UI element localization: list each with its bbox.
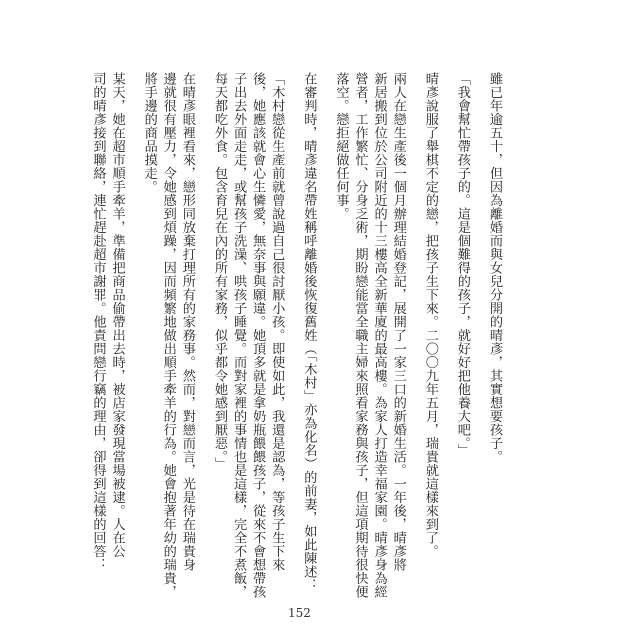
text-line: 某天，她在超市順手牽羊，準備把商品偷帶出去時，被店家發現當場被逮。人在公 xyxy=(109,72,125,558)
text-line: 新居搬到位於公司附近的十三樓高全新華廈的最高樓。為家人打造幸福家園。晴彥身為經 xyxy=(371,72,387,599)
page-number: 152 xyxy=(288,606,311,620)
text-line: 晴彥說服了舉棋不定的戀，把孩子生下來。二〇〇九年五月，瑞貴就這樣來到了。 xyxy=(422,72,438,558)
body-text xyxy=(88,72,504,602)
text-line: 在晴彥眼裡看來，戀形同放棄打理所有的家務事。然而，對戀而言，光是待在瑞貴身 xyxy=(179,72,195,572)
text-line: 邊就很有壓力，令她感到煩躁，因而頻繁地做出順手牽羊的行為。她會抱著年幼的瑞貴， xyxy=(160,72,176,599)
text-line: 在審判時，晴彥違名帶姓稱呼離婚後恢復舊姓（「木村」亦為化名）的前妻，如此陳述： xyxy=(301,72,317,592)
text-line: 每天都吃外食。包含育兒在內的所有家務，似乎都令她感到厭惡。」 xyxy=(211,72,227,471)
text-line: 後，她應該就會心生憐愛，無奈事與願違。她頂多就是拿奶瓶餵餵孩子，從來不會想帶孩 xyxy=(250,72,266,599)
text-line: 營者，工作繁忙、分身乏術，期盼戀能當全職主婦來照看家務與孩子，但這項期待很快便 xyxy=(352,72,368,599)
text-line: 「我會幫忙帶孩子的。這是個難得的孩子，就好好把他養大吧。」 xyxy=(454,72,470,457)
text-line: 司的晴彥接到聯絡，連忙趕赴超市謝罪。他責問戀行竊的理由，卻得到這樣的回答： xyxy=(90,72,106,572)
text-line: 兩人在戀生產後一個月辦理結婚登記，展開了一家三口的新婚生活。一年後，晴彥將 xyxy=(390,72,406,572)
text-line: 「木村戀從生產前就曾說過自己很討厭小孩。即使如此，我還是認為，等孩子生下來 xyxy=(269,72,285,572)
text-line: 子出去外面走走，或幫孩子洗澡、哄孩子睡覺。而對家裡的事情也是這樣，完全不煮飯， xyxy=(231,72,247,599)
text-line: 落空。戀拒絕做任何事。 xyxy=(333,72,349,221)
text-line: 雖已年逾五十，但因為離婚而與女兒分開的晴彥，其實想要孩子。 xyxy=(487,72,502,464)
text-line: 將手邊的商品摸走。 xyxy=(141,72,157,194)
